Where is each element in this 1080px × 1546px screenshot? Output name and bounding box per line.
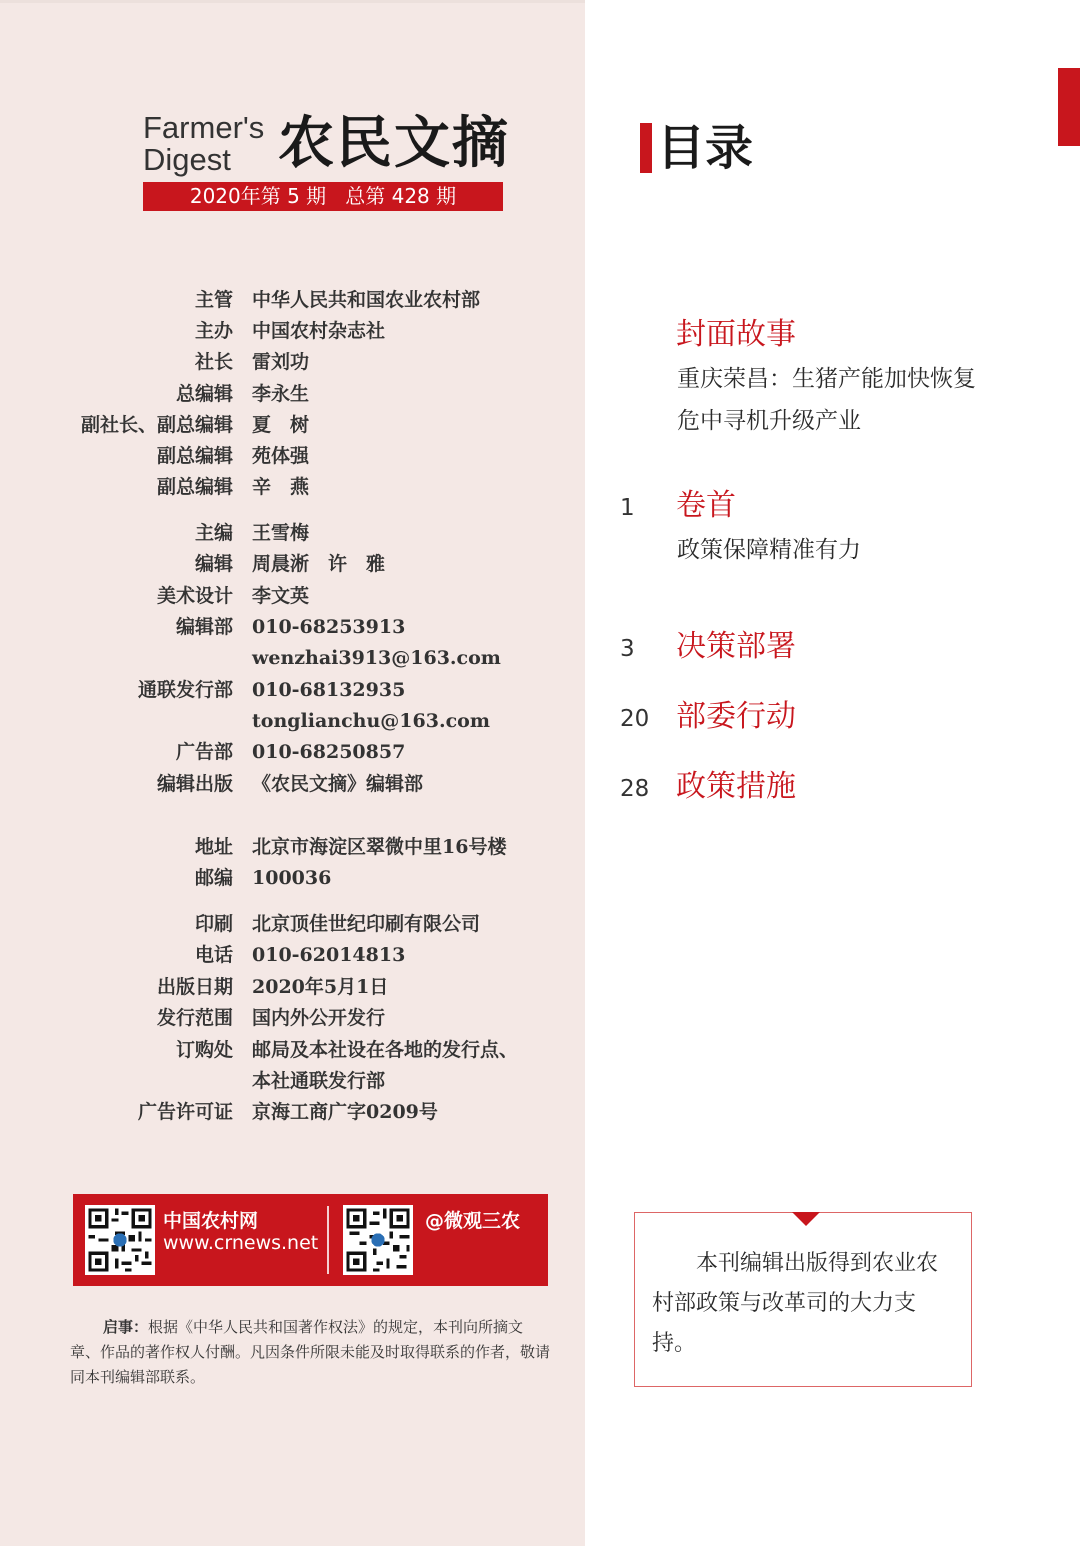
colophon-value: 雷刘功	[252, 351, 310, 373]
qr-code-icon	[85, 1205, 155, 1275]
toc-section-title[interactable]: 政策措施	[676, 769, 796, 804]
notice-lead: 启事：	[103, 1318, 149, 1336]
toc-title: 目录	[657, 120, 754, 176]
colophon-label: 邮编	[194, 867, 233, 889]
colophon-row	[0, 1035, 585, 1066]
colophon-row	[0, 441, 585, 472]
colophon-row	[0, 1097, 585, 1128]
masthead-chinese-title: 农民文摘	[278, 110, 510, 176]
colophon-label: 广告许可证	[137, 1101, 233, 1123]
colophon-row	[0, 909, 585, 940]
toc-cover-story-title[interactable]: 封面故事	[676, 317, 796, 352]
colophon-row	[0, 863, 585, 894]
colophon-label: 总编辑	[175, 383, 233, 405]
colophon-row	[0, 472, 585, 503]
colophon-label: 主编	[194, 522, 233, 544]
colophon-value: 北京市海淀区翠微中里16号楼	[252, 836, 507, 858]
colophon-row	[0, 518, 585, 549]
colophon-value: 010-68132935	[252, 679, 406, 701]
notice-body: 根据《中华人民共和国著作权法》的规定，本刊向所摘文章、作品的著作权人付酬。凡因条件所限未能及时取得联系的作者，敬请同本刊编辑部联系。	[70, 1318, 551, 1386]
toc-section-title[interactable]: 决策部署	[676, 629, 796, 664]
corner-tab	[1058, 68, 1080, 146]
toc-cover-story-line1[interactable]: 重庆荣昌：生猪产能加快恢复	[677, 366, 976, 392]
weibo-handle: @微观三农	[425, 1210, 521, 1232]
masthead-en-line2: Digest	[143, 142, 231, 177]
colophon-label: 副总编辑	[156, 476, 233, 498]
colophon-label: 印刷	[194, 913, 233, 935]
colophon-row	[0, 581, 585, 612]
colophon-row	[0, 285, 585, 316]
acknowledgement-text: 本刊编辑出版得到农业农村部政策与改革司的大力支持。	[652, 1251, 939, 1356]
colophon-row	[0, 549, 585, 580]
colophon-value: 本社通联发行部	[252, 1070, 386, 1092]
colophon-row	[0, 972, 585, 1003]
colophon-value: 010-68250857	[252, 741, 406, 763]
colophon-value: 苑体强	[252, 445, 310, 467]
toc-page-number: 1	[620, 495, 635, 521]
colophon-value: 010-68253913	[252, 616, 406, 638]
colophon-value: 京海工商广字0209号	[252, 1101, 438, 1123]
colophon-value: 北京顶佳世纪印刷有限公司	[252, 913, 481, 935]
colophon-row	[0, 832, 585, 863]
copyright-notice	[70, 1315, 550, 1390]
colophon-row	[0, 379, 585, 410]
colophon-row	[0, 316, 585, 347]
colophon-value: 李文英	[252, 585, 310, 607]
colophon-label: 订购处	[175, 1039, 233, 1061]
colophon-row	[0, 940, 585, 971]
colophon-row	[0, 675, 585, 706]
site-url[interactable]: www.crnews.net	[163, 1232, 319, 1254]
colophon-label: 编辑部	[175, 616, 233, 638]
colophon-label: 通联发行部	[137, 679, 233, 701]
colophon-label: 地址	[194, 836, 233, 858]
colophon-label: 编辑出版	[156, 773, 233, 795]
colophon-label: 副社长、副总编辑	[80, 414, 233, 436]
colophon-row	[0, 410, 585, 441]
top-edge	[0, 0, 585, 3]
colophon-value: tonglianchu@163.com	[252, 710, 490, 732]
masthead-en-line1: Farmer's	[143, 110, 265, 145]
colophon-value: 辛 燕	[252, 476, 310, 498]
banner-divider	[327, 1206, 329, 1274]
toc-page-number: 3	[620, 636, 635, 662]
toc-marker	[640, 123, 652, 173]
qr-banner	[73, 1194, 548, 1286]
colophon-row	[0, 737, 585, 768]
toc-section-title[interactable]: 部委行动	[676, 699, 796, 734]
colophon-label: 出版日期	[156, 976, 233, 998]
colophon-label: 电话	[194, 944, 233, 966]
toc-cover-story-line2[interactable]: 危中寻机升级产业	[677, 408, 861, 434]
colophon-value: 中国农村杂志社	[252, 320, 386, 342]
colophon-value: 中华人民共和国农业农村部	[252, 289, 481, 311]
site-name: 中国农村网	[163, 1210, 259, 1232]
colophon-row	[0, 347, 585, 378]
colophon-value: 《农民文摘》编辑部	[252, 773, 424, 795]
colophon-label: 发行范围	[156, 1007, 233, 1029]
colophon-row	[0, 1066, 585, 1097]
issue-bar: 2020年第 5 期 总第 428 期	[143, 182, 503, 211]
toc-section-title[interactable]: 卷首	[676, 488, 736, 523]
colophon-label: 社长	[194, 351, 233, 373]
colophon-value: wenzhai3913@163.com	[252, 647, 501, 669]
toc-page-number: 20	[620, 706, 650, 732]
colophon-row	[0, 1003, 585, 1034]
colophon-label: 美术设计	[156, 585, 233, 607]
colophon-value: 李永生	[252, 383, 310, 405]
colophon-row	[0, 643, 585, 674]
colophon-value: 邮局及本社设在各地的发行点、	[252, 1039, 519, 1061]
colophon-label: 编辑	[194, 553, 233, 575]
acknowledgement-pointer	[792, 1212, 820, 1226]
colophon-value: 王雪梅	[252, 522, 310, 544]
masthead-english	[143, 112, 264, 176]
colophon-label: 主办	[194, 320, 233, 342]
colophon-label: 广告部	[175, 741, 233, 763]
colophon-value: 周晨淅 许 雅	[252, 553, 386, 575]
colophon-value: 夏 树	[252, 414, 310, 436]
qr-code-icon	[343, 1205, 413, 1275]
colophon-value: 010-62014813	[252, 944, 406, 966]
colophon-row	[0, 612, 585, 643]
colophon-row	[0, 769, 585, 800]
colophon-row	[0, 706, 585, 737]
colophon-value: 国内外公开发行	[252, 1007, 386, 1029]
colophon-value: 100036	[252, 867, 332, 889]
colophon-value: 2020年5月1日	[252, 976, 389, 998]
colophon-label: 副总编辑	[156, 445, 233, 467]
toc-page-number: 28	[620, 776, 650, 802]
toc-section-item[interactable]: 政策保障精准有力	[677, 537, 861, 563]
colophon-label: 主管	[194, 289, 233, 311]
